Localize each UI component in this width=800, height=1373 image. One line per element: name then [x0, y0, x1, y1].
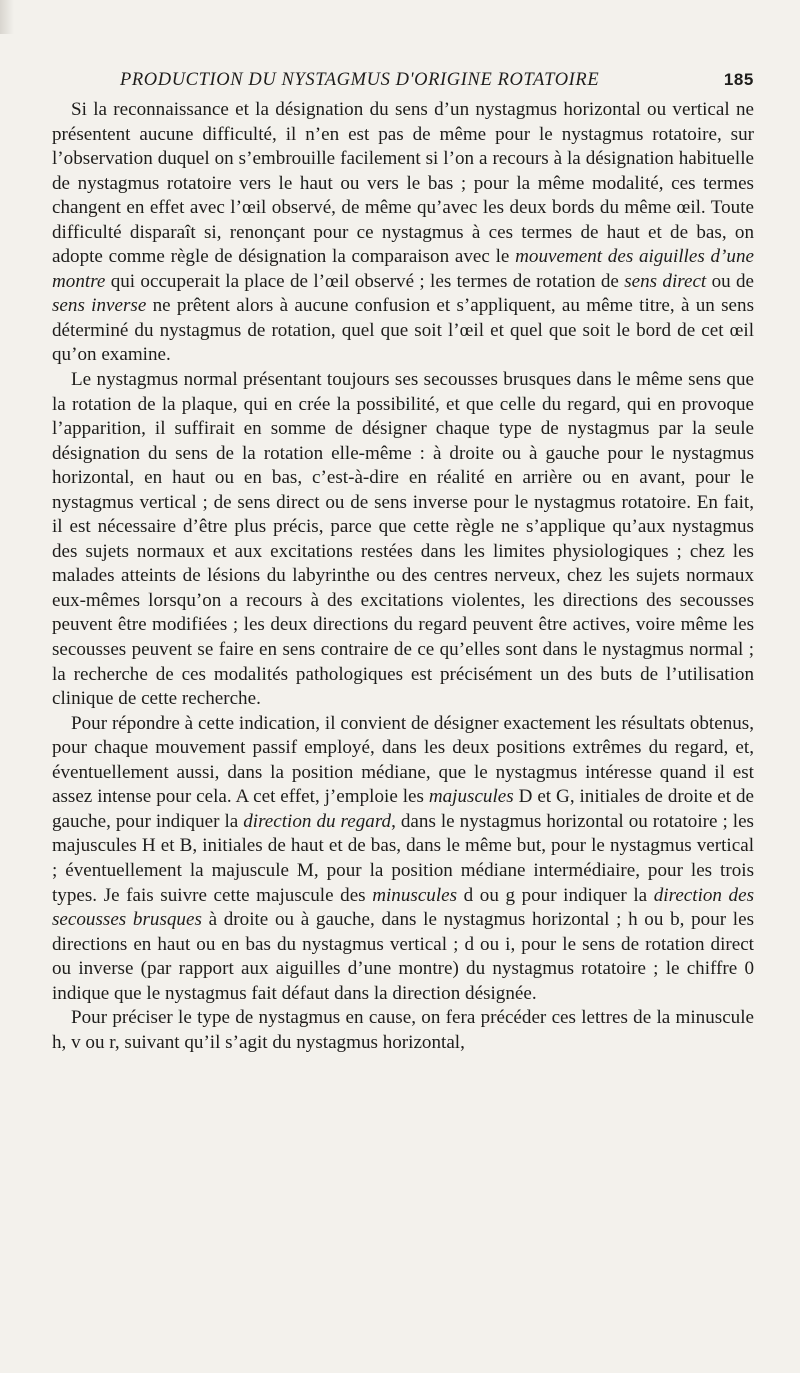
italic-phrase: majuscules — [428, 786, 514, 808]
text-run: ne prêtent alors à aucune confusion et s’appliquent, au même titre, à un sens déterminé du nystagmus de rotation, quel que soit l’œil et quel que soit le bord de cet œil qu’on examine. — [52, 295, 755, 366]
paragraph — [52, 368, 754, 712]
paragraph — [52, 98, 754, 368]
text-run: Le nystagmus normal présentant toujours ses secousses brusques dans le même sens que la rotation de la plaque, qui en crée la possibilité, et que celle du regard, qui en provoque l’apparition, il suffirait en somme de désigner chaque type de nystagmus par la seule désignation du sens de la rotation elle-même : à droite ou à gauche pour le nystagmus horizontal, en haut ou en bas, c’est-à-dire en réalité en arrière ou en avant, pour le nystagmus vertical ; de sens direct ou de sens inverse pour le nystagmus rotatoire. En fait, il est nécessaire d’être plus précis, parce que cette règle ne s’applique qu’aux nystagmus des sujets normaux et aux excitations restées dans les limites physiologiques ; chez les malades atteints de lésions du labyrinthe ou des centres nerveux, chez les sujets normaux eux-mêmes lorsqu’on a recours à des excitations violentes, les directions des secousses peuvent être modifiées ; les deux directions du regard peuvent être actives, voire même les secousses peuvent se faire en sens contraire de ce qu’elles sont dans le nystagmus normal ; la recherche de ces modalités pathologiques est précisément un des buts de l’utilisation clinique de cette recherche. — [52, 369, 754, 710]
text-run: qui occuperait la place de l’œil observé ; les termes de rotation de — [105, 270, 625, 292]
paragraph — [52, 1006, 754, 1055]
text-run: ou de — [706, 270, 755, 292]
italic-phrase: sens direct — [624, 270, 707, 292]
body-text — [52, 98, 754, 1055]
text-run: , dans le nystagmus horizontal ou rotatoire ; les majuscules H et B, initiales de haut et de bas, dans le même but, pour le nystagmus vertical ; éventuellement la majuscule M, pour la position médiane intermédiaire, pour les trois types. Je fais suivre cette majuscule des — [52, 810, 754, 906]
scan-edge-shadow — [0, 0, 14, 34]
text-run: Pour préciser le type de nystagmus en cause, on fera précéder ces lettres de la minuscule h, v ou r, suivant qu’il s’agit du nystagmus horizontal, — [52, 1007, 754, 1053]
text-run: D et G, initiales de droite et de gauche, pour indiquer la — [52, 786, 754, 832]
running-title: PRODUCTION DU NYSTAGMUS D'ORIGINE ROTATOIRE — [120, 70, 600, 90]
italic-phrase: direction du regard — [243, 810, 392, 832]
italic-phrase: sens inverse — [52, 295, 147, 317]
text-run: Si la reconnaissance et la désignation du sens d’un nystagmus horizontal ou vertical ne présentent aucune difficulté, il n’en est pas de même pour le nystagmus rotatoire, sur l’observation duquel on s’embrouille facilement si l’on a recours à la désignation habituelle de nystagmus rotatoire vers le haut ou vers le bas ; pour la même modalité, ces termes changent en effet avec l’œil observé, de même qu’avec les deux bords du même œil. Toute difficulté disparaît si, renonçant pour ce nystagmus à ces termes de haut et de bas, on adopte comme règle de désignation la comparaison avec le — [52, 99, 754, 268]
italic-phrase: minuscules — [372, 884, 458, 906]
italic-phrase: mouvement des aiguilles d’une montre — [52, 246, 754, 292]
text-run: d ou g pour indiquer la — [457, 884, 654, 906]
italic-phrase: direction des secousses brusques — [52, 884, 755, 931]
page-number: 185 — [723, 70, 754, 89]
page-header — [52, 58, 754, 98]
paragraph — [52, 712, 754, 1007]
text-run: à droite ou à gauche, dans le nystagmus horizontal ; h ou b, pour les directions en haut ou en bas du nystagmus vertical ; d ou i, pour le sens de rotation direct ou inverse (par rapport aux aiguilles d’une montre) du nystagmus rotatoire ; le chiffre 0 indique que le nystagmus fait défaut dans la direction désignée. — [52, 909, 754, 1004]
text-run: Pour répondre à cette indication, il convient de désigner exactement les résultats obtenus, pour chaque mouvement passif employé, dans les deux positions extrêmes du regard, et, éventuellement aussi, dans la position médiane, que le nystagmus intéresse quand il est assez intense pour cela. A cet effet, j’emploie les — [52, 712, 754, 808]
